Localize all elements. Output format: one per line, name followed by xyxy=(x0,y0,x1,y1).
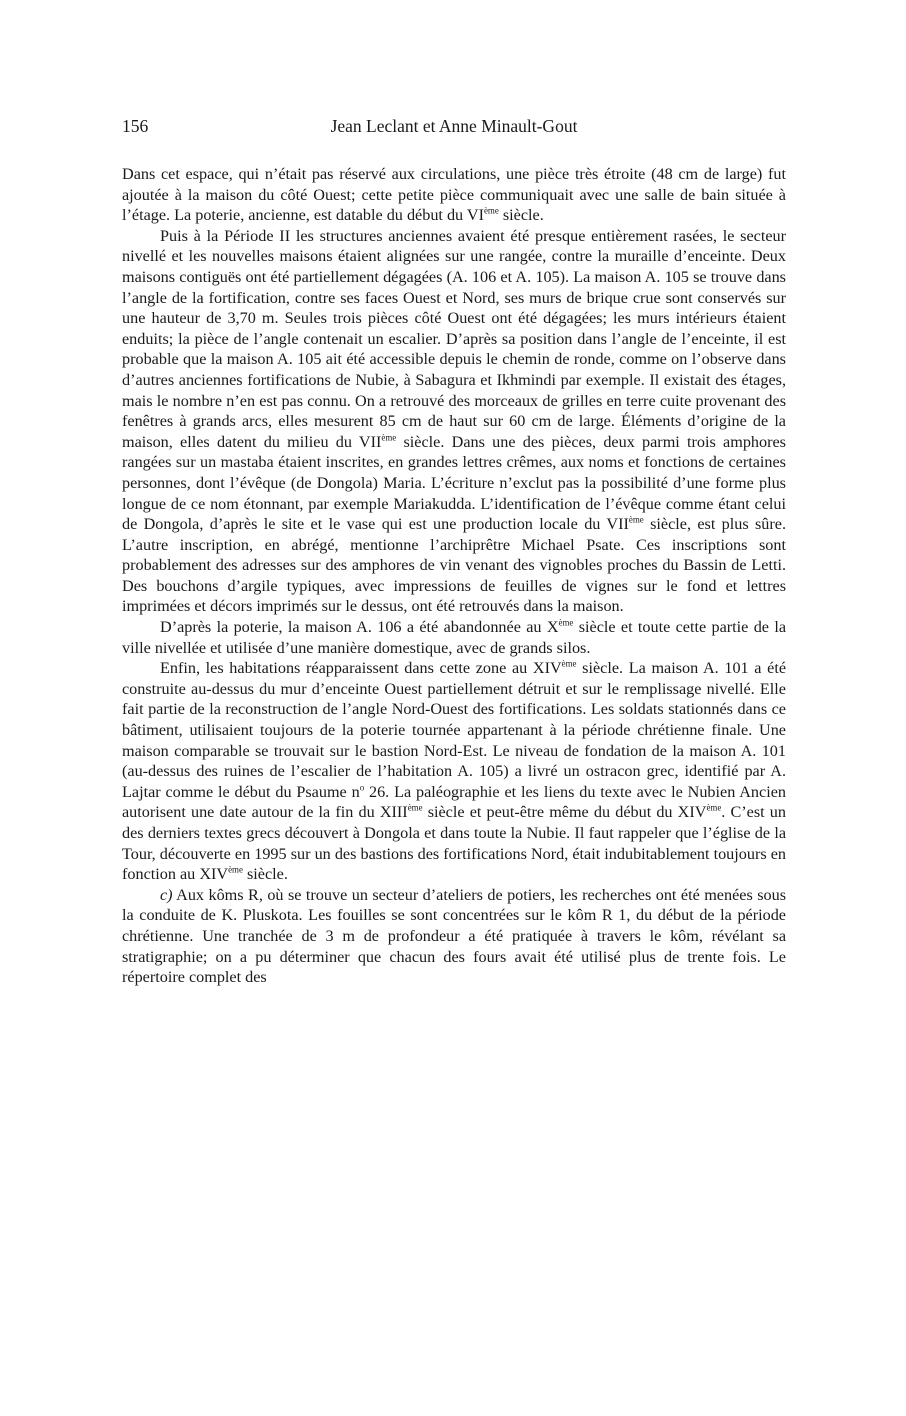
running-title: Jean Leclant et Anne Minault-Gout xyxy=(330,116,578,136)
text-run: siècle, est plus sûre. L’autre inscription, en abrégé, mentionne l’archiprêtre Michael Psate. Ces inscriptions sont probablement des adresses sur des amphores de vin venant des vignobles proches du Bassin de Letti. Des bouchons d’argile typiques, avec impressions de feuilles de vignes sur le fond et lettres imprimées et décors imprimés sur le dessus, ont été retrouvés dans la maison. xyxy=(122,515,786,616)
superscript: o xyxy=(359,782,365,793)
text-run: siècle et toute cette partie de la ville nivellée et utilisée d’une manière domestique, avec de grands silos. xyxy=(122,618,787,657)
text-run: D’après la poterie, la maison A. 106 a été abandonnée au X xyxy=(160,618,559,637)
paragraph xyxy=(122,617,786,658)
paragraph xyxy=(122,226,786,617)
text-run: siècle. La maison A. 101 a été construite au-dessus du mur d’enceinte Ouest partiellement détruit et sur le remplissage nivellé. Elle fait partie de la reconstruction de l’angle Nord-Ouest des fortifications. Les soldats stationnés dans ce bâtiment, utilisaient toujours de la poterie tournée appartenant à la période chrétienne finale. Une maison comparable se trouvait sur le bastion Nord-Est. Le niveau de fondation de la maison A. 101 (au-dessus des ruines de l’escalier de l’habitation A. 105) a livré un ostracon grec, identifié par A. Lajtar comme le début du Psaume n xyxy=(122,659,786,801)
superscript: ème xyxy=(483,205,499,216)
text-run: Aux kôms R, où se trouve un secteur d’ateliers de potiers, les recherches ont été menées sous la conduite de K. Pluskota. Les fouilles se sont concentrées sur le kôm R 1, du début de la période chrétienne. Une tranchée de 3 m de profondeur a été pratiquée à travers le kôm, révélant sa stratigraphie; on a pu déterminer que chacun des fours avait été utilisé plus de trente fois. Le répertoire complet des xyxy=(122,885,786,987)
superscript: ème xyxy=(228,864,243,875)
text-run: siècle. Dans une des pièces, deux parmi trois amphores rangées sur un mastaba étaient inscrites, en grandes lettres crêmes, aux noms et fonctions de certaines personnes, dont l’évêque (de Dongola) Maria. L’écriture n’exclut pas la possibilité d’une forme plus longue de ce nom étonnant, par exemple Mariakudda. L’identification de l’évêque comme étant celui de Dongola, d’après le site et le vase qui est une production locale du VII xyxy=(122,432,786,534)
text-run: siècle. xyxy=(242,865,288,884)
text-run: 26. La paléographie et les liens du texte avec le Nubien Ancien autorisent une date autour de la fin du XIII xyxy=(122,782,786,822)
page-header xyxy=(122,114,786,138)
superscript: ème xyxy=(407,803,423,814)
superscript: ème xyxy=(706,803,722,814)
paragraph xyxy=(122,885,786,988)
page-number: 156 xyxy=(122,116,149,136)
paragraph xyxy=(122,164,786,226)
body-text xyxy=(122,164,786,988)
text-run: Puis à la Période II les structures anciennes avaient été presque entièrement rasées, le secteur nivellé et les nouvelles maisons étaient alignées sur une rangée, contre la muraille d’enceinte. Deux maisons contiguës ont été partiellement dégagées (A. 106 et A. 105). La maison A. 105 se trouve dans l’angle de la fortification, contre ses faces Ouest et Nord, ses murs de brique crue sont conservés sur une hauteur de 3,70 m. Seules trois pièces côté Ouest ont été dégagées; les murs intérieurs étaient enduits; la pièce de l’angle contenait un escalier. D’après sa position dans l’angle de l’enceinte, il est probable que la maison A. 105 ait été accessible depuis le chemin de ronde, comme on l’observe dans d’autres anciennes fortifications de Nubie, à Sabagura et Ikhmindi par exemple. Il existait des étages, mais le nombre n’en est pas connu. On a retrouvé des morceaux de grilles en terre cuite provenant des fenêtres à grands arcs, elles mesurent 85 cm de haut sur 60 cm de large. Éléments d’origine de la maison, elles datent du milieu du VII xyxy=(122,226,786,451)
text-run: siècle et peut-être même du début du XIV xyxy=(422,803,707,822)
superscript: ème xyxy=(381,432,397,443)
text-run: Enfin, les habitations réapparaissent dans cette zone au XIV xyxy=(160,659,562,678)
paragraph xyxy=(122,658,786,885)
superscript: ème xyxy=(561,658,577,669)
superscript: ème xyxy=(558,617,574,628)
italic-text: c) xyxy=(160,885,173,904)
text-run: Dans cet espace, qui n’était pas réservé aux circulations, une pièce très étroite (48 cm de large) fut ajoutée à la maison du côté Ouest; cette petite pièce communiquait avec une salle de bain située à l’étage. La poterie, ancienne, est datable du début du VI xyxy=(122,165,786,225)
text-run: . C’est un des derniers textes grecs découvert à Dongola et dans toute la Nubie. Il faut rappeler que l’église de la Tour, découverte en 1995 sur un des bastions des fortifications Nord, était indubitablement toujours en fonction au XIV xyxy=(122,803,786,884)
superscript: ème xyxy=(628,514,644,525)
text-run: siècle. xyxy=(498,206,544,225)
